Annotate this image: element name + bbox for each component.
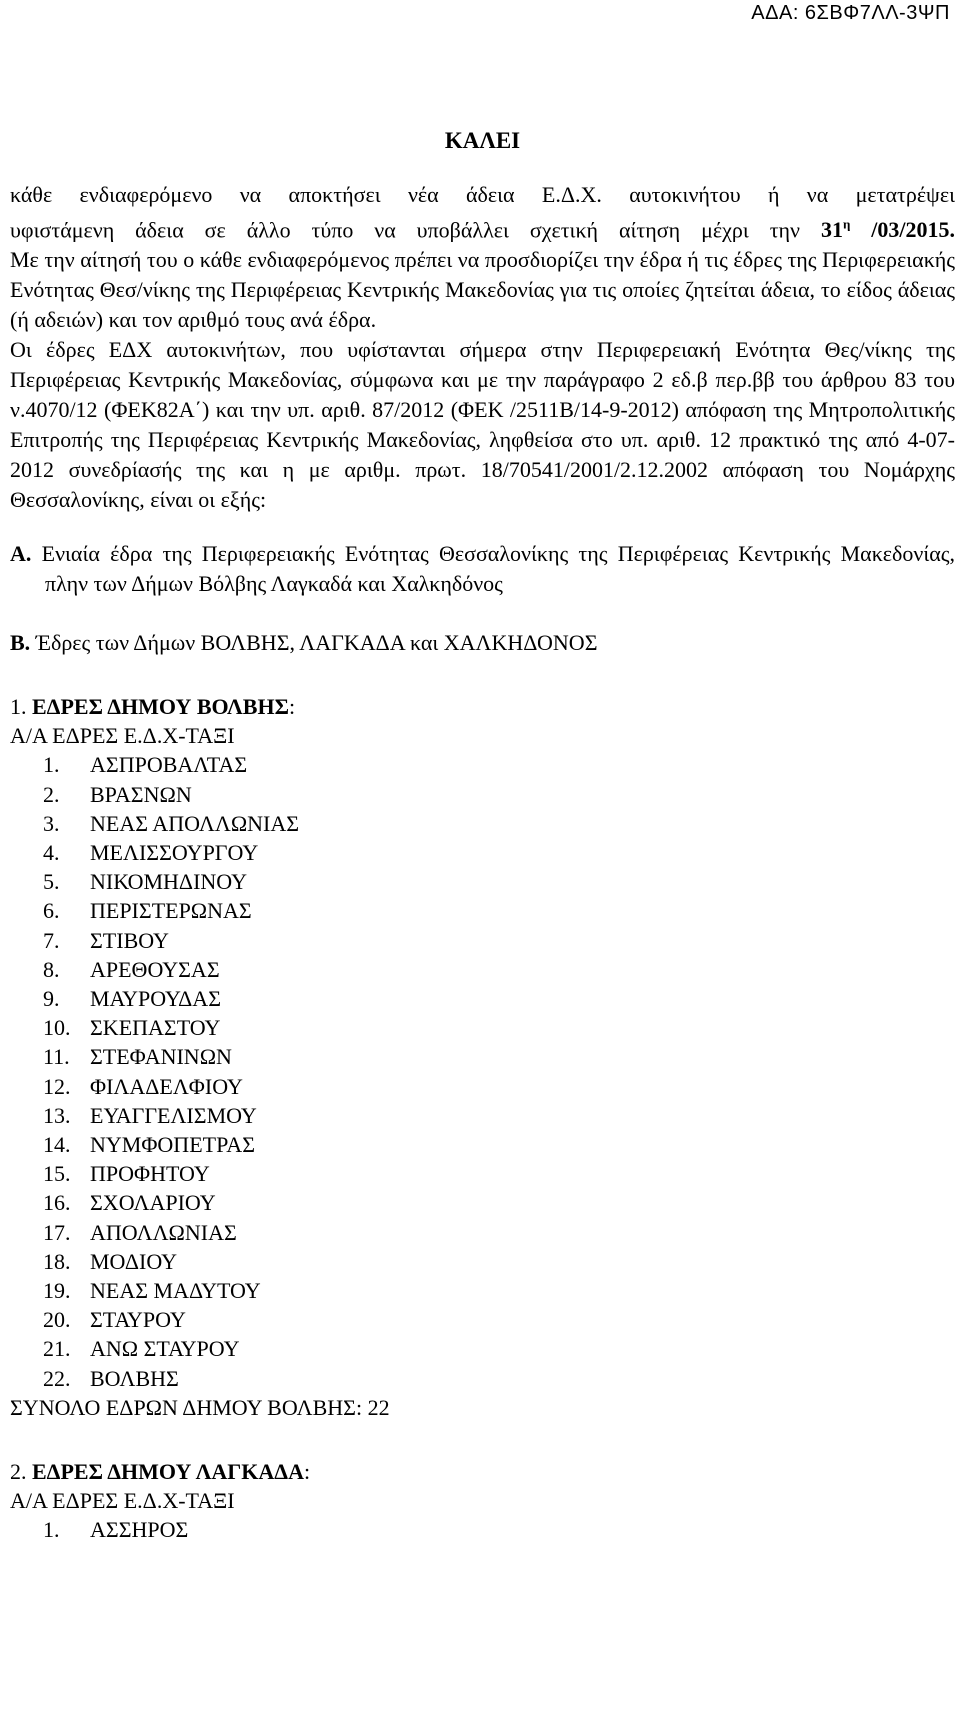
list-item-number: 20. [43, 1307, 71, 1333]
list-item-name: ΣΤΕΦΑΝΙΝΩΝ [90, 1044, 232, 1070]
list-item [43, 1130, 955, 1159]
list-item-name: ΑΠΟΛΛΩΝΙΑΣ [90, 1219, 237, 1245]
paragraph-bases: Οι έδρες ΕΔΧ αυτοκινήτων, που υφίστανται σήμερα στην Περιφερειακή Ενότητα Θες/νίκης της Περιφέρειας Κεντρικής Μακεδονίας, σύμφωνα και με την παράγραφο 2 εδ.β περ.ββ του άρθρου 83 του ν.4070/12 (ΦΕΚ82Α΄) και την υπ. αριθ. 87/2012 (ΦΕΚ /2511Β/14-9-2012) απόφαση της Μητροπολιτικής Επιτροπής της Περιφέρειας Κεντρικής Μακεδονίας, ληφθείσα στο υπ. αριθ. 12 πρακτικό της από 4-07-2012 συνεδρίασής της και η με αριθμ. πρωτ. 18/70541/2001/2.12.2002 απόφαση του Νομάρχης Θεσσαλονίκης, είναι οι εξής: [10, 337, 955, 513]
intro-line-2 [10, 210, 955, 245]
list-item [43, 1159, 955, 1188]
list-item [43, 809, 955, 838]
list-item-number: 10. [43, 1015, 71, 1041]
list-item-name: ΜΟΔΙΟΥ [90, 1248, 178, 1274]
list-item [43, 1247, 955, 1276]
list-item [43, 1072, 955, 1101]
list-item-number: 14. [43, 1131, 71, 1157]
section-a-text: Ενιαία έδρα της Περιφερειακής Ενότητας Θεσσαλονίκης της Περιφέρειας Κεντρικής Μακεδονίας, πλην των Δήμων Βόλβης Λαγκαδά και Χαλκηδόνος [41, 541, 955, 597]
list-item-name: ΝΕΑΣ ΜΑΔΥΤΟΥ [90, 1277, 261, 1303]
list-item [43, 1305, 955, 1334]
list-item-name: ΣΤΑΥΡΟΥ [90, 1307, 186, 1333]
list-item-number: 15. [43, 1161, 71, 1187]
section-b-text: Έδρες των Δήμων ΒΟΛΒΗΣ, ΛΑΓΚΑΔΑ και ΧΑΛΚΗΔΟΝΟΣ [35, 630, 598, 656]
section-a [10, 539, 955, 599]
list-item [43, 926, 955, 955]
document-body [10, 128, 955, 1544]
list-item-number: 18. [43, 1248, 71, 1274]
list-item-number: 9. [43, 985, 60, 1011]
list-item-number: 11. [43, 1044, 70, 1070]
list-item [43, 1042, 955, 1071]
deadline-date: $31^\eta$ /03/2015. [820, 217, 955, 243]
list-item-name: ΒΡΑΣΝΩΝ [90, 781, 192, 807]
list-item-name: ΑΡΕΘΟΥΣΑΣ [90, 956, 220, 982]
list-item-name: ΣΚΕΠΑΣΤΟΥ [90, 1015, 221, 1041]
list-item [43, 1515, 955, 1544]
list-item-number: 5. [43, 869, 60, 895]
list-item-name: ΣΤΙΒΟΥ [90, 927, 169, 953]
list-item-name: ΑΣΣΗΡΟΣ [90, 1516, 189, 1542]
list-item-number: 8. [43, 956, 60, 982]
list-item-name: ΣΧΟΛΑΡΙΟΥ [90, 1190, 216, 1216]
group-volvi-total: ΣΥΝΟΛΟ ΕΔΡΩΝ ΔΗΜΟΥ ΒΟΛΒΗΣ: 22 [10, 1394, 390, 1420]
list-item-number: 16. [43, 1190, 71, 1216]
list-item [43, 1188, 955, 1217]
list-item [43, 984, 955, 1013]
list-item-number: 7. [43, 927, 60, 953]
list-item-number: 1. [43, 1516, 60, 1542]
list-item-number: 22. [43, 1365, 71, 1391]
intro-line-2-text: υφιστάμενη άδεια σε άλλο τύπο να υποβάλλει σχετική αίτηση μέχρι την [10, 217, 821, 243]
section-b [10, 628, 955, 658]
list-item-name: ΕΥΑΓΓΕΛΙΣΜΟΥ [90, 1102, 257, 1128]
list-item-number: 17. [43, 1219, 71, 1245]
list-item [43, 867, 955, 896]
group-volvi [10, 692, 955, 1421]
ada-code: ΑΔΑ: 6ΣΒΦ7ΛΛ-3ΨΠ [751, 2, 950, 24]
list-item-name: ΝΥΜΦΟΠΕΤΡΑΣ [90, 1131, 255, 1157]
group-lagkadas-subheading: Α/Α ΕΔΡΕΣ Ε.Δ.Χ-ΤΑΞΙ [10, 1487, 235, 1513]
paragraph-application: Με την αίτησή του ο κάθε ενδιαφερόμενος πρέπει να προσδιορίζει την έδρα ή τις έδρες της Περιφερειακής Ενότητας Θεσ/νίκης της Περιφέρειας Κεντρικής Μακεδονίας για τις οποίες ζητείται άδεια, το είδος άδειας (ή αδειών) και τον αριθμό τους ανά έδρα. [10, 247, 955, 333]
list-item-name: ΠΕΡΙΣΤΕΡΩΝΑΣ [90, 898, 252, 924]
villages-list-lagkadas [10, 1515, 955, 1544]
list-item-number: 1. [43, 752, 60, 778]
list-item [43, 1218, 955, 1247]
list-item [43, 1334, 955, 1363]
group-lagkadas [10, 1457, 955, 1544]
list-item-name: ΒΟΛΒΗΣ [90, 1365, 179, 1391]
group-lagkadas-heading: 2. ΕΔΡΕΣ ΔΗΜΟΥ ΛΑΓΚΑΔΑ: [10, 1458, 311, 1484]
list-item-number: 13. [43, 1102, 71, 1128]
intro-line-1: κάθε ενδιαφερόμενο να αποκτήσει νέα άδεια Ε.Δ.Χ. αυτοκινήτου ή να μετατρέψει [10, 182, 955, 207]
list-item-name: ΝΕΑΣ ΑΠΟΛΛΩΝΙΑΣ [90, 810, 300, 836]
section-b-label: Β. [10, 630, 31, 656]
list-item [43, 750, 955, 779]
list-item-number: 19. [43, 1277, 71, 1303]
list-item-number: 12. [43, 1073, 71, 1099]
villages-list-volvi [10, 750, 955, 1392]
list-item [43, 1364, 955, 1393]
list-item-number: 2. [43, 781, 60, 807]
list-item-name: ΑΝΩ ΣΤΑΥΡΟΥ [90, 1336, 240, 1362]
list-item-name: ΠΡΟΦΗΤΟΥ [90, 1161, 210, 1187]
page-title: ΚΑΛΕΙ [444, 128, 521, 153]
list-item [43, 955, 955, 984]
group-volvi-heading: 1. ΕΔΡΕΣ ΔΗΜΟΥ ΒΟΛΒΗΣ: [10, 694, 296, 720]
list-item-name: ΑΣΠΡΟΒΑΛΤΑΣ [90, 752, 248, 778]
list-item [43, 838, 955, 867]
list-item [43, 896, 955, 925]
list-item [43, 1101, 955, 1130]
list-item-number: 3. [43, 810, 60, 836]
list-item-number: 4. [43, 839, 60, 865]
section-a-label: Α. [10, 541, 32, 567]
list-item-number: 6. [43, 898, 60, 924]
list-item-name: ΦΙΛΑΔΕΛΦΙΟΥ [90, 1073, 243, 1099]
list-item [43, 780, 955, 809]
list-item [43, 1013, 955, 1042]
list-item-name: ΜΕΛΙΣΣΟΥΡΓΟΥ [90, 839, 259, 865]
group-volvi-subheading: Α/Α ΕΔΡΕΣ Ε.Δ.Χ-ΤΑΞΙ [10, 723, 235, 749]
list-item-name: ΜΑΥΡΟΥΔΑΣ [90, 985, 222, 1011]
list-item [43, 1276, 955, 1305]
list-item-number: 21. [43, 1336, 71, 1362]
list-item-name: ΝΙΚΟΜΗΔΙΝΟΥ [90, 869, 247, 895]
